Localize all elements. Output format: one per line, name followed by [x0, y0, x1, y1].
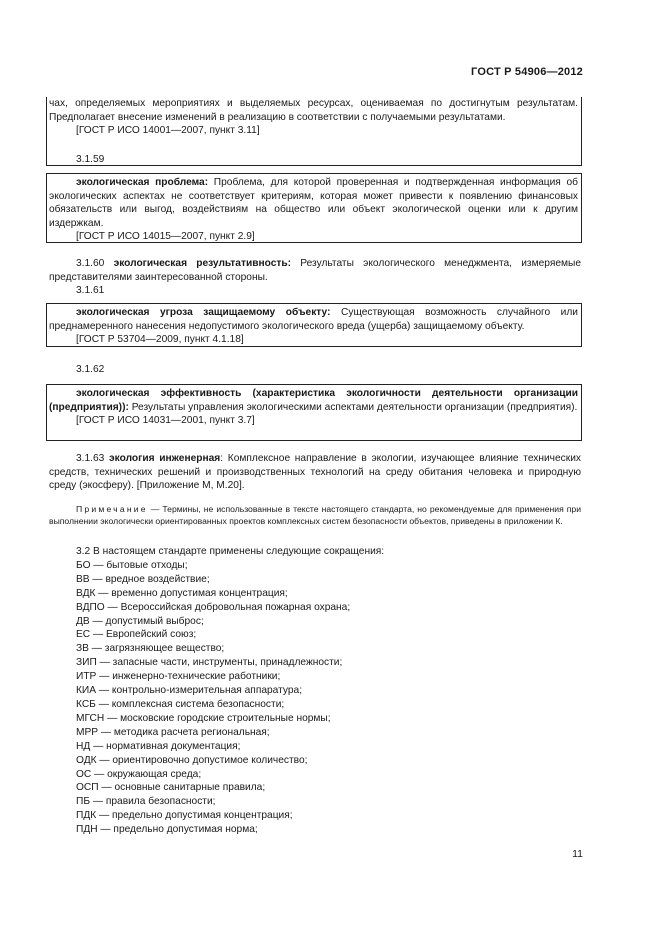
list-item: ПБ — правила безопасности; — [76, 796, 216, 808]
term: экологическая угроза защищаемому объекту: — [76, 307, 331, 318]
list-item: ЗИП — запасные части, инструменты, принадлежности; — [76, 657, 343, 669]
list-item: НД — нормативная документация; — [76, 740, 241, 752]
list-item: ДВ — допустимый выброс; — [76, 615, 204, 627]
clause-number-3-1-59: 3.1.59 — [76, 154, 105, 165]
list-item: ИТР — инженерно-технические работники; — [76, 671, 281, 683]
definition-text: чах, определяемых мероприятиях и выделяемых ресурсах, оцениваемая по достигнутым результатам. Предполагает внесение изменений в реализацию в соответствии с получаемыми результатами. — [49, 98, 578, 123]
source-reference: [ГОСТ Р ИСО 14031—2001, пункт 3.7] — [76, 415, 255, 427]
clause-3-1-63 — [49, 452, 581, 493]
abbreviation-list — [76, 545, 384, 837]
list-item: МГСН — московские городские строительные нормы; — [76, 712, 331, 724]
definition-text: Результаты управления экологическими аспектами деятельности организации (предприятия). — [128, 401, 578, 413]
page-number: 11 — [572, 848, 583, 860]
definition-text: Существующая возможность случайного или преднамеренного нанесения недопустимого экологического вреда (ущерба) защищаемому объекту. — [49, 307, 578, 332]
definition-box-3-1-59 — [46, 173, 582, 243]
term: экологическая эффективность (характеристика экологичности деятельности организации (предприятия)): — [49, 388, 578, 413]
clause-3-1-60 — [49, 257, 581, 284]
source-reference: [ГОСТ Р ИСО 14015—2007, пункт 2.9] — [76, 231, 255, 243]
definition-text: Проблема, для которой проверенная и подтвержденная информация об экологических аспектах не соответствует критериям, которая может привести к появлению финансовых обязательств или выгод, воздействиям на общество или объект экологической оценки или к другим издержкам. — [49, 177, 578, 229]
term: экологическая результативность: — [113, 258, 292, 269]
list-item: ОДК — ориентировочно допустимое количество; — [76, 754, 308, 766]
term: экология инженерная — [109, 453, 221, 464]
note-label: Примечание — [76, 504, 148, 514]
abbreviation-intro: 3.2 В настоящем стандарте применены следующие сокращения: — [76, 546, 385, 557]
list-item: БО — бытовые отходы; — [76, 559, 188, 571]
source-reference: [ГОСТ Р 53704—2009, пункт 4.1.18] — [76, 334, 244, 346]
source-reference: [ГОСТ Р ИСО 14001—2007, пункт 3.11] — [76, 125, 260, 137]
list-item: КИА — контрольно-измерительная аппаратура; — [76, 685, 303, 697]
definition-text: : Комплексное направление в экологии, изучающее влияние технических средств, технических решений и производственных технологий на среду обитания человека и природную среду (экосферу). [Приложение М, М.20]. — [49, 453, 581, 492]
note — [49, 504, 581, 527]
list-item: ОСП — основные санитарные правила; — [76, 782, 266, 794]
list-item: ВДПО — Всероссийская добровольная пожарная охрана; — [76, 601, 351, 613]
term: экологическая проблема: — [76, 177, 209, 188]
list-item: ЗВ — загрязняющее вещество; — [76, 643, 225, 655]
definition-box-3-1-58-continued — [46, 97, 582, 166]
definition-box-3-1-61 — [46, 303, 582, 347]
list-item: ВВ — вредное воздействие; — [76, 573, 210, 585]
clause-number-3-1-62: 3.1.62 — [76, 364, 105, 375]
list-item: ПДН — предельно допустимая норма; — [76, 824, 258, 836]
clause-number: 3.1.60 — [76, 258, 105, 269]
definition-box-3-1-62 — [46, 384, 582, 441]
definition-text: Результаты экологического менеджмента, измеряемые представителями заинтересованной стороны. — [49, 258, 581, 283]
list-item: ЕС — Европейский союз; — [76, 629, 197, 641]
document-code: ГОСТ Р 54906—2012 — [471, 66, 583, 78]
list-item: ПДК — предельно допустимая концентрация; — [76, 810, 293, 822]
clause-number: 3.1.63 — [76, 453, 105, 464]
list-item: КСБ — комплексная система безопасности; — [76, 698, 285, 710]
list-item: ОС — окружающая среда; — [76, 768, 202, 780]
list-item: ВДК — временно допустимая концентрация; — [76, 587, 288, 599]
list-item: МРР — методика расчета региональная; — [76, 726, 270, 738]
clause-number-3-1-61: 3.1.61 — [76, 285, 105, 296]
note-text: — Термины, не использованные в тексте настоящего стандарта, но рекомендуемые для применения при выполнении экологически ориентированных проектов комплексных систем безопасности объектов, приведены в приложении К. — [49, 504, 581, 526]
